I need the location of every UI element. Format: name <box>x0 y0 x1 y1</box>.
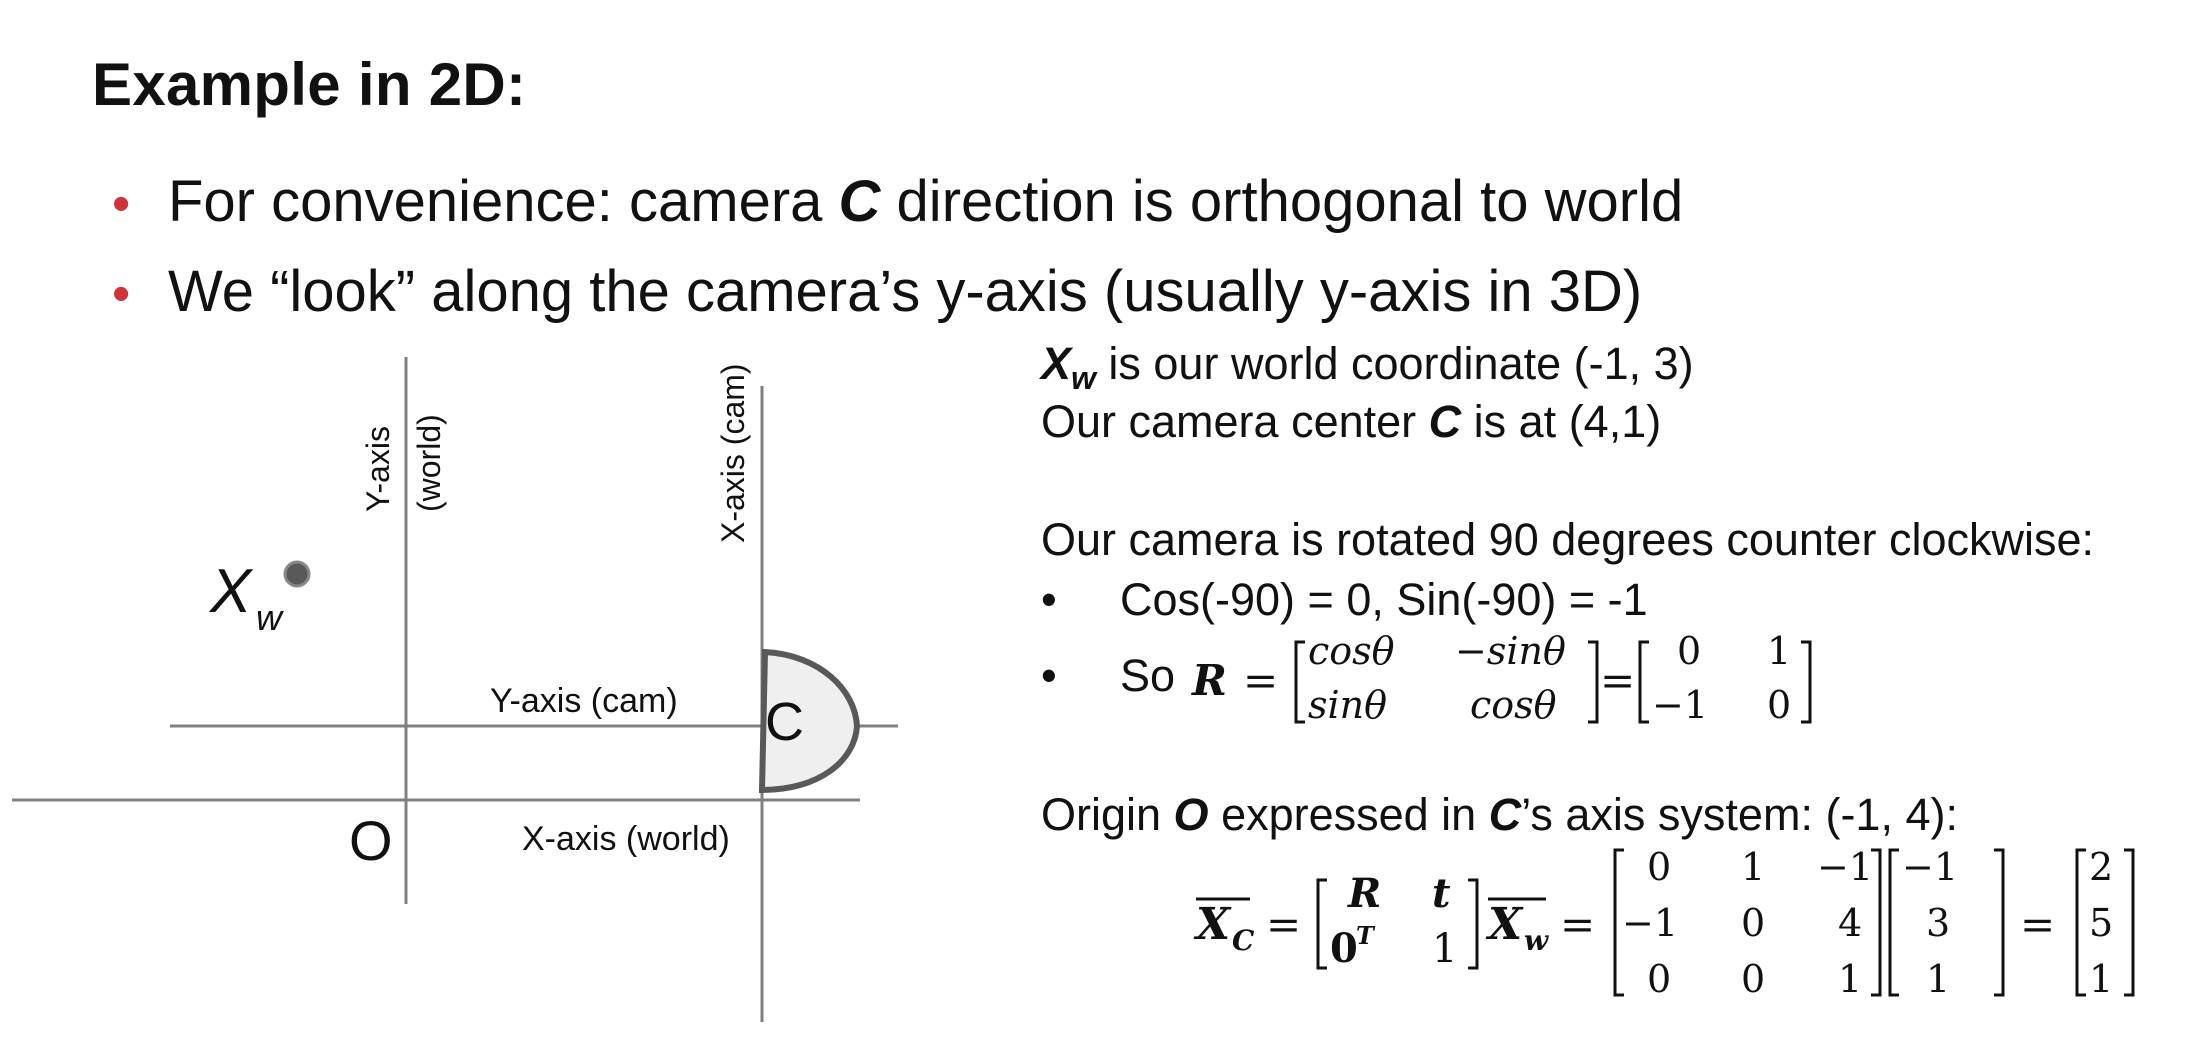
origin-label: O <box>349 809 393 872</box>
eq2-equals: = <box>1266 900 1302 949</box>
block-zero-sup: T <box>1356 921 1374 950</box>
bullet-dot-icon: • <box>112 265 131 323</box>
world-point-label: X <box>210 557 252 626</box>
m2-cell: 1 <box>1767 629 1792 673</box>
xw-subscript: w <box>1524 924 1549 957</box>
m-cell: −1 <box>1622 901 1679 945</box>
bracket-left <box>1296 642 1305 722</box>
bullet-dot-icon: • <box>1041 650 1057 701</box>
bracket-left <box>1640 642 1649 722</box>
r-symbol: R <box>1192 656 1227 705</box>
cos-sin-text: Cos(-90) = 0, Sin(-90) = -1 <box>1120 574 1648 625</box>
m1-cell: sinθ <box>1308 683 1388 727</box>
v-cell: −1 <box>1902 845 1959 889</box>
world-coordinate-text: is our world coordinate (-1, 3) <box>1095 338 1694 389</box>
bullet-2-text: We “look” along the camera’s y-axis (usually y-axis in 3D) <box>168 259 1643 324</box>
bullet-1-text-pre: For convenience: camera <box>168 169 839 234</box>
xc-subscript: C <box>1232 924 1255 957</box>
m-cell: 0 <box>1647 957 1672 1001</box>
camera-center-var: C <box>1428 396 1462 447</box>
block-r: R <box>1348 870 1382 917</box>
origin-pre: Origin <box>1041 789 1174 840</box>
v-cell: 1 <box>1926 957 1951 1001</box>
bullet-dot-icon: • <box>1041 574 1057 625</box>
bracket-right <box>1994 850 2003 995</box>
bracket-right <box>1801 642 1810 722</box>
m-cell: 1 <box>1838 957 1863 1001</box>
slide-title: Example in 2D: <box>92 51 527 118</box>
m1-cell: cosθ <box>1470 683 1557 727</box>
m2-cell: 0 <box>1677 629 1702 673</box>
block-zero: 0 <box>1330 925 1358 972</box>
m1-cell: −sinθ <box>1455 629 1566 673</box>
rotation-line: Our camera is rotated 90 degrees counter clockwise: <box>1041 514 2094 565</box>
bullet-1-var: C <box>838 169 881 234</box>
m-cell: 0 <box>1741 901 1766 945</box>
r-cell: 1 <box>2089 957 2114 1001</box>
m-cell: 0 <box>1741 957 1766 1001</box>
xw-sub: w <box>1071 360 1096 396</box>
bracket-right <box>2124 850 2133 995</box>
eq2-equals-3: = <box>2020 900 2056 949</box>
origin-mid: expressed in <box>1208 789 1489 840</box>
y-axis-world-label-2: (world) <box>411 414 447 512</box>
bracket-left <box>1890 850 1899 995</box>
y-axis-cam-label: Y-axis (cam) <box>490 682 678 720</box>
m1-cell: cosθ <box>1308 629 1395 673</box>
world-point-subscript: w <box>256 597 282 638</box>
v-cell: 3 <box>1926 901 1951 945</box>
block-t: t <box>1432 870 1451 917</box>
origin-camera-var: C <box>1488 789 1522 840</box>
m2-cell: 0 <box>1767 683 1792 727</box>
bullet-dot-icon: • <box>112 175 131 233</box>
camera-center-post: is at (4,1) <box>1461 396 1662 447</box>
bullet-1-text-post: direction is orthogonal to world <box>880 169 1684 234</box>
camera-center-pre: Our camera center <box>1041 396 1429 447</box>
eq1-equals: = <box>1243 656 1279 705</box>
m-cell: −1 <box>1817 845 1874 889</box>
xc-symbol: X <box>1196 899 1231 950</box>
origin-var: O <box>1173 789 1209 840</box>
bracket-right <box>1588 642 1597 722</box>
r-cell: 2 <box>2089 845 2114 889</box>
origin-post: ’s axis system: (-1, 4): <box>1521 789 1958 840</box>
xw-symbol: X <box>1488 899 1523 950</box>
m2-cell: −1 <box>1652 683 1709 727</box>
bracket-right <box>1468 880 1477 968</box>
camera-label: C <box>765 692 804 752</box>
so-label: So <box>1120 650 1176 701</box>
xw-var: X <box>1041 338 1072 389</box>
m-cell: 0 <box>1647 845 1672 889</box>
x-axis-cam-label: X-axis (cam) <box>715 363 751 543</box>
y-axis-world-label-1: Y-axis <box>360 426 396 512</box>
bracket-left <box>2077 850 2086 995</box>
x-axis-world-label: X-axis (world) <box>522 820 730 858</box>
r-cell: 5 <box>2089 901 2114 945</box>
m-cell: 1 <box>1741 845 1766 889</box>
block-one: 1 <box>1432 926 1458 972</box>
eq1-equals-2: = <box>1600 656 1636 705</box>
eq2-equals-2: = <box>1560 900 1596 949</box>
m-cell: 4 <box>1838 901 1863 945</box>
bracket-left <box>1318 880 1327 968</box>
